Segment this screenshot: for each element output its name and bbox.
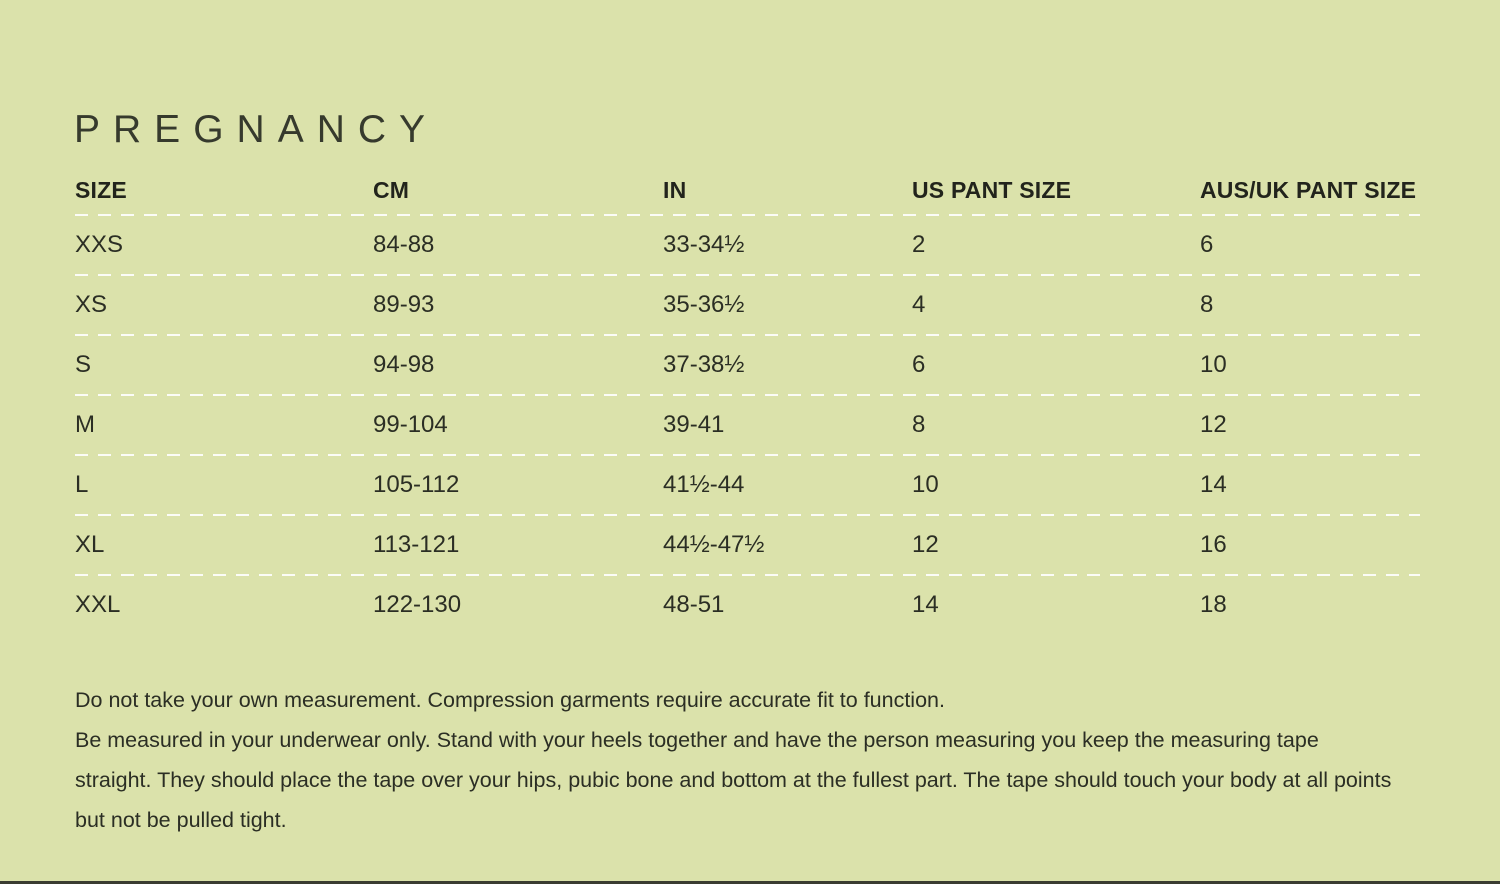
cell-cm: 99-104 xyxy=(373,411,448,438)
cell-us-pant: 14 xyxy=(912,591,939,618)
cell-us-pant: 2 xyxy=(912,231,926,258)
cell-in: 48-51 xyxy=(663,591,725,618)
cell-us-pant: 10 xyxy=(912,471,939,498)
row-divider xyxy=(75,274,1420,276)
cell-us-pant: 6 xyxy=(912,351,926,378)
note-accuracy: Do not take your own measurement. Compression garments require accurate fit to function. xyxy=(75,688,945,712)
cell-us-pant: 4 xyxy=(912,291,926,318)
table-row xyxy=(75,516,1420,574)
cell-cm: 84-88 xyxy=(373,231,435,258)
cell-aus-uk-pant: 12 xyxy=(1200,411,1227,438)
row-divider xyxy=(75,394,1420,396)
header-cm: CM xyxy=(373,176,410,203)
table-row xyxy=(75,456,1420,514)
cell-cm: 94-98 xyxy=(373,351,435,378)
cell-in: 41½-44 xyxy=(663,471,745,498)
header-aus-uk-pant-size: AUS/UK PANT SIZE xyxy=(1200,176,1417,203)
table-header-row xyxy=(75,166,1420,214)
cell-aus-uk-pant: 18 xyxy=(1200,591,1227,618)
cell-size: XL xyxy=(75,531,105,558)
cell-cm: 113-121 xyxy=(373,531,460,558)
cell-size: XXL xyxy=(75,591,121,618)
cell-us-pant: 8 xyxy=(912,411,926,438)
table-row xyxy=(75,216,1420,274)
cell-size: XS xyxy=(75,291,108,318)
note-instructions: Be measured in your underwear only. Stand with your heels together and have the person measuring you keep the measuring tape straight. They should place the tape over your hips, pubic bone and bottom at the fullest part. The tape should touch your body at all points but not be pulled tight. xyxy=(75,728,1392,832)
cell-size: M xyxy=(75,411,95,438)
cell-aus-uk-pant: 16 xyxy=(1200,531,1227,558)
row-divider xyxy=(75,454,1420,456)
cell-cm: 89-93 xyxy=(373,291,435,318)
row-divider xyxy=(75,514,1420,516)
cell-aus-uk-pant: 14 xyxy=(1200,471,1227,498)
header-in: IN xyxy=(663,176,687,203)
cell-size: L xyxy=(75,471,89,498)
cell-size: XXS xyxy=(75,231,124,258)
cell-in: 35-36½ xyxy=(663,291,745,318)
cell-in: 37-38½ xyxy=(663,351,745,378)
row-divider xyxy=(75,334,1420,336)
header-us-pant-size: US PANT SIZE xyxy=(912,176,1072,203)
cell-cm: 105-112 xyxy=(373,471,460,498)
cell-aus-uk-pant: 8 xyxy=(1200,291,1214,318)
row-divider xyxy=(75,214,1420,216)
table-row xyxy=(75,576,1420,634)
cell-size: S xyxy=(75,351,92,378)
table-row xyxy=(75,276,1420,334)
table-row xyxy=(75,396,1420,454)
measurement-notes xyxy=(75,680,1397,840)
page-title: PREGNANCY xyxy=(74,108,439,152)
cell-in: 39-41 xyxy=(663,411,725,438)
cell-aus-uk-pant: 6 xyxy=(1200,231,1214,258)
header-size: SIZE xyxy=(75,176,127,203)
cell-us-pant: 12 xyxy=(912,531,939,558)
cell-in: 44½-47½ xyxy=(663,531,765,558)
size-chart-table xyxy=(75,166,1420,634)
cell-aus-uk-pant: 10 xyxy=(1200,351,1227,378)
table-row xyxy=(75,336,1420,394)
cell-in: 33-34½ xyxy=(663,231,745,258)
row-divider xyxy=(75,574,1420,576)
cell-cm: 122-130 xyxy=(373,591,462,618)
